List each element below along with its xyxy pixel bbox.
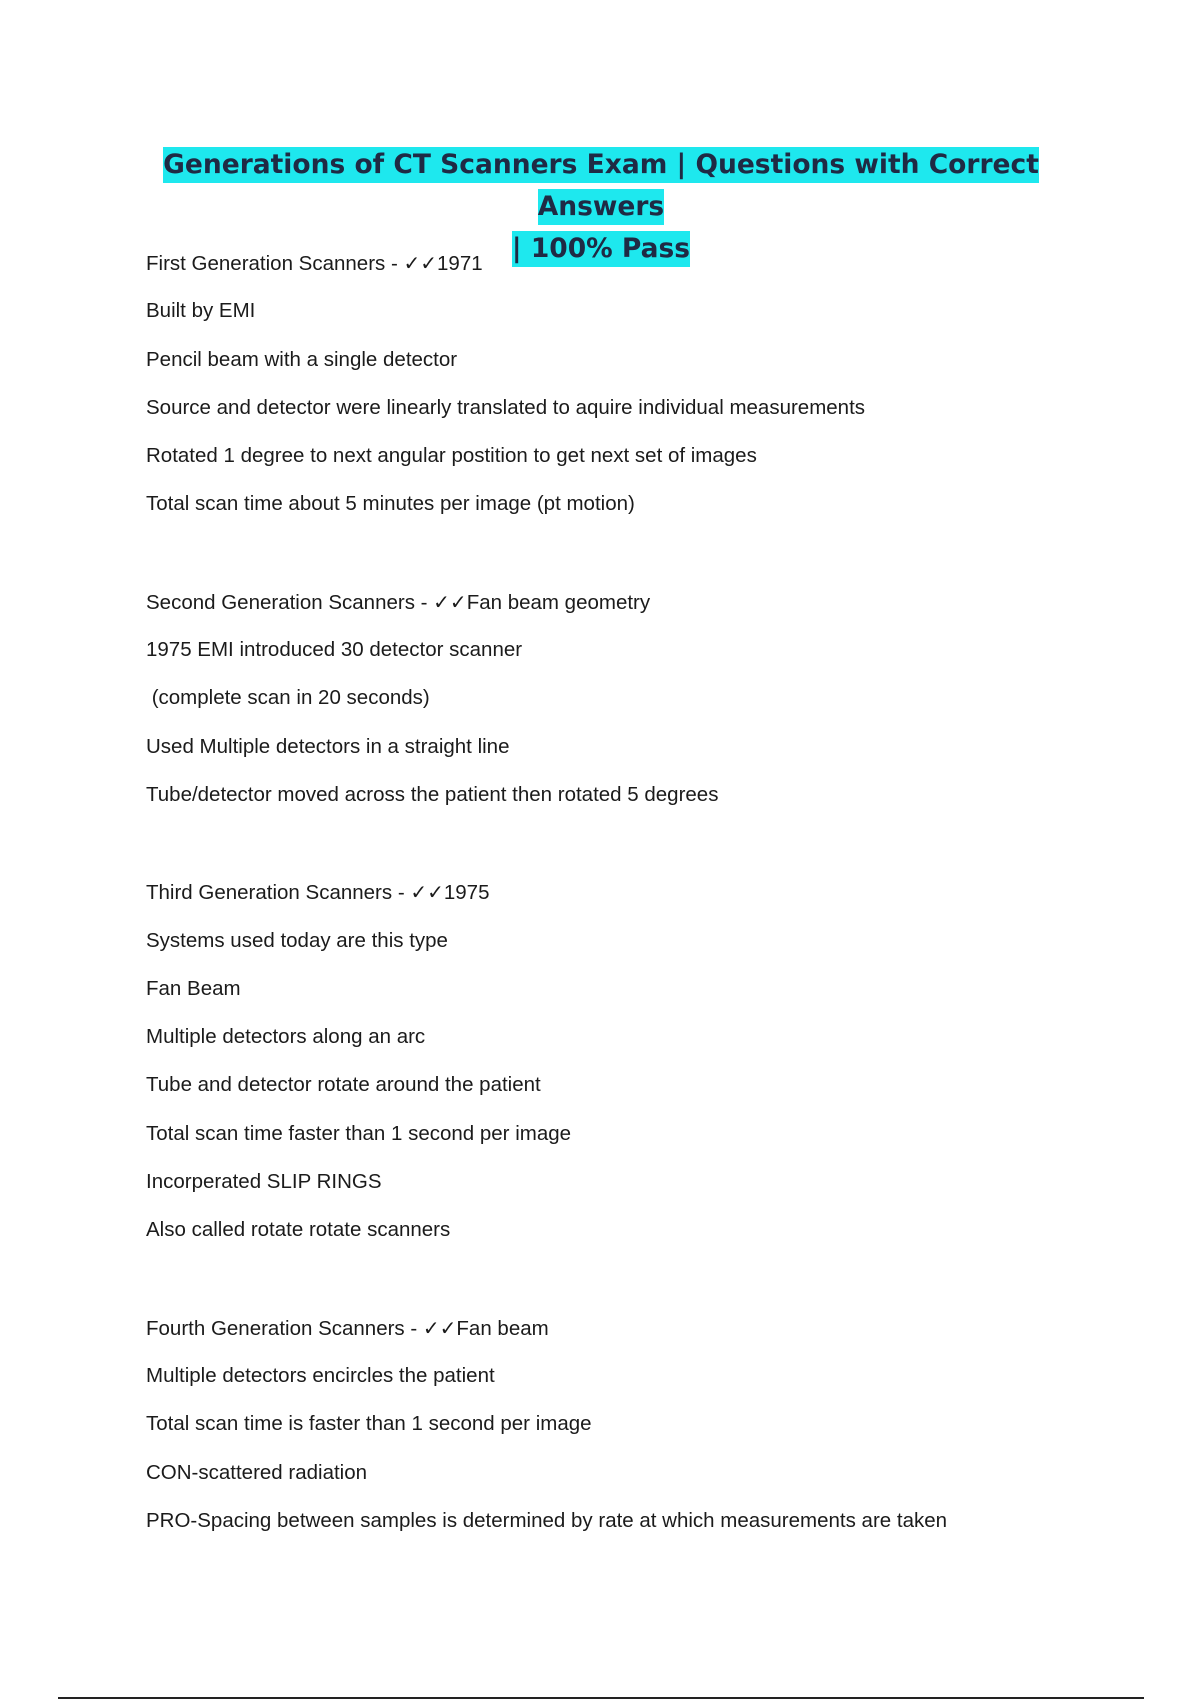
- double-check-icon: ✓✓: [433, 589, 467, 614]
- answer-text: 1975: [443, 881, 490, 905]
- answer-line: Incorperated SLIP RINGS: [146, 1170, 382, 1194]
- section-spacer: [146, 828, 1146, 877]
- answer-line: Systems used today are this type: [146, 928, 448, 952]
- answer-text: Fan beam: [456, 1316, 549, 1340]
- answer-text: 1971: [437, 252, 483, 275]
- question-line: [146, 248, 1146, 296]
- answer-line: Used Multiple detectors in a straight line: [146, 734, 510, 758]
- question-term: Fourth Generation Scanners -: [146, 1316, 423, 1340]
- answer-line: Fan Beam: [146, 976, 241, 1000]
- section-spacer: [146, 1264, 1146, 1313]
- answer-text: Fan beam geometry: [466, 590, 651, 614]
- qa-list: [146, 248, 1146, 1554]
- qa-item-third-generation: [146, 877, 1146, 1263]
- qa-item-second-generation: [146, 587, 1146, 828]
- answer-line: Tube and detector rotate around the patient: [146, 1073, 541, 1097]
- title-line-2: | 100% Pass: [512, 231, 690, 267]
- double-check-icon: ✓✓: [410, 880, 444, 905]
- answer-line: Total scan time about 5 minutes per image (pt motion): [146, 492, 635, 516]
- qa-item-fourth-generation: [146, 1313, 1146, 1554]
- qa-item-first-generation: [146, 248, 1146, 538]
- answer-line: Tube/detector moved across the patient then rotated 5 degrees: [146, 782, 719, 806]
- answer-line: Total scan time is faster than 1 second per image: [146, 1412, 592, 1436]
- question-line: [146, 877, 1146, 925]
- answer-line: Built by EMI: [146, 299, 256, 323]
- answer-line: Total scan time faster than 1 second per image: [146, 1121, 572, 1145]
- section-spacer: [146, 538, 1146, 587]
- answer-line: Multiple detectors along an arc: [146, 1025, 426, 1049]
- question-term: Second Generation Scanners -: [146, 590, 434, 614]
- answer-line: CON-scattered radiation: [146, 1460, 368, 1484]
- answer-line: (complete scan in 20 seconds): [146, 686, 430, 710]
- question-line: [146, 1313, 1146, 1361]
- answer-line: Source and detector were linearly translated to aquire individual measurements: [146, 395, 866, 419]
- answer-line: Multiple detectors encircles the patient: [146, 1363, 495, 1387]
- double-check-icon: ✓✓: [422, 1315, 457, 1340]
- question-line: [146, 587, 1146, 635]
- answer-line: 1975 EMI introduced 30 detector scanner: [146, 638, 523, 662]
- answer-line: Also called rotate rotate scanners: [146, 1218, 451, 1242]
- answer-line: Pencil beam with a single detector: [146, 347, 458, 371]
- double-check-icon: ✓✓: [403, 251, 438, 275]
- title-line-1: Generations of CT Scanners Exam | Questions with Correct Answers: [163, 147, 1039, 225]
- page-bottom-rule: [58, 1697, 1144, 1699]
- question-term: Third Generation Scanners -: [146, 881, 411, 905]
- answer-line: Rotated 1 degree to next angular postition to get next set of images: [146, 444, 757, 468]
- answer-line: PRO-Spacing between samples is determined by rate at which measurements are taken: [146, 1508, 948, 1532]
- question-term: First Generation Scanners -: [146, 252, 404, 275]
